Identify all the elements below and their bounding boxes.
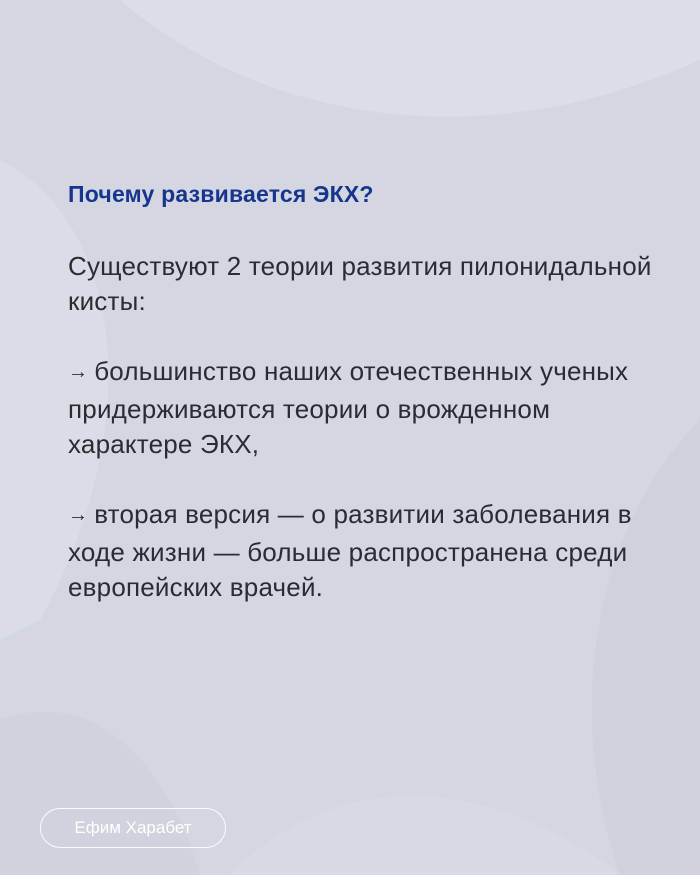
list-item — [68, 497, 668, 605]
intro-text: Существуют 2 теории развития пилонидальной кисты: — [68, 251, 652, 316]
author-name: Ефим Харабет — [74, 818, 192, 837]
post-content — [68, 176, 668, 605]
list-item-text: вторая версия — о развитии заболевания в ходе жизни — больше распространена среди европейских врачей. — [68, 499, 632, 602]
arrow-right-icon: → — [68, 361, 89, 383]
arrow-right-icon: → — [68, 504, 89, 526]
list-item-text: большинство наших отечественных ученых придерживаются теории о врожденном характере ЭКХ, — [68, 356, 629, 459]
list-item — [68, 354, 668, 462]
author-badge — [40, 808, 226, 848]
post-heading: Почему развивается ЭКХ? — [68, 181, 374, 207]
